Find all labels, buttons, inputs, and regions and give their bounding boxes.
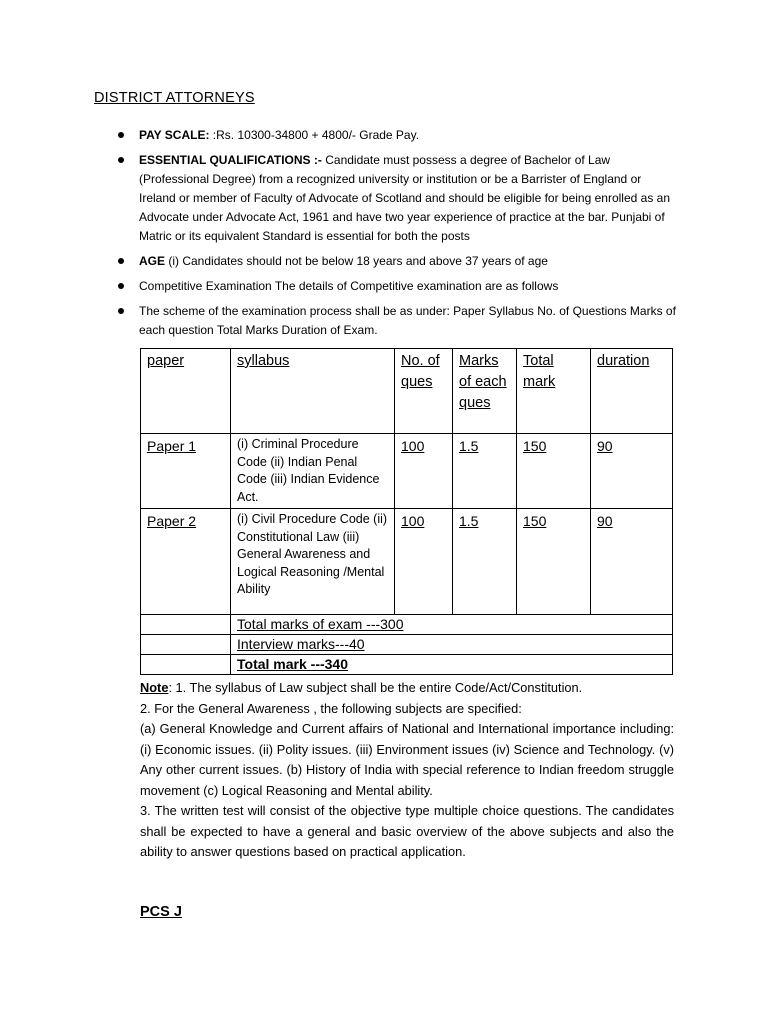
bullet-scheme (118, 302, 678, 340)
bullet-label: PAY SCALE: (139, 128, 210, 142)
cell-questions: 100 (395, 434, 453, 509)
bullet-text: Competitive Examination The details of Competitive examination are as follows (139, 279, 559, 293)
bullet-list (118, 126, 678, 346)
header-total-mark: Total mark (517, 349, 591, 434)
note-2: 2. For the General Awareness , the following subjects are specified: (140, 700, 522, 716)
bullet-dot-icon (118, 157, 124, 163)
bullet-text: The scheme of the examination process shall be as under: Paper Syllabus No. of Questions Marks of each question Total Marks Duration of Exam. (139, 304, 676, 337)
note-2a: (a) General Knowledge and Current affairs of National and International importance including: (i) Economic issues. (ii) Polity issues. (iii) Environment issues (iv) Science and Technology. (v) Any other current issues. (b) History of India with special reference to Indian freedom struggle movement (c) Logical Reasoning and Mental ability. (140, 721, 674, 798)
bullet-competitive-exam (118, 277, 678, 296)
cell-total: 150 (517, 509, 591, 615)
summary-row (141, 615, 673, 635)
cell-total: 150 (517, 434, 591, 509)
notes-section (140, 678, 674, 863)
page-title: DISTRICT ATTORNEYS (94, 90, 255, 106)
cell-questions: 100 (395, 509, 453, 615)
bullet-dot-icon (118, 258, 124, 264)
table-row (141, 434, 673, 509)
note-label: Note (140, 680, 169, 695)
bullet-text: :Rs. 10300-34800 + 4800/- Grade Pay. (209, 128, 420, 142)
summary-row (141, 635, 673, 655)
empty-cell (141, 635, 231, 655)
header-syllabus: syllabus (231, 349, 395, 434)
cell-duration: 90 (591, 434, 673, 509)
bullet-dot-icon (118, 132, 124, 138)
header-questions: No. of ques (395, 349, 453, 434)
note-1 (140, 678, 674, 699)
note-3: 3. The written test will consist of the objective type multiple choice questions. The candidates shall be expected to have a general and basic overview of the above subjects and also the ability to answer questions based on practical application. (140, 803, 674, 859)
exam-total-marks: Total marks of exam ---300 (231, 615, 673, 635)
bullet-label: AGE (139, 254, 166, 268)
cell-marks-each: 1.5 (453, 509, 517, 615)
bullet-text: Candidate must possess a degree of Bachelor of Law (Professional Degree) from a recognized university or institution or be a Barrister of England or Ireland or member of Faculty of Advocate of Scotland and should be eligible for being enrolled as an Advocate under Advocate Act, 1961 and have two year experience of practice at the bar. Punjabi of Matric or its equivalent Standard is essential for both the posts (139, 153, 670, 243)
bullet-text: (i) Candidates should not be below 18 years and above 37 years of age (165, 254, 548, 268)
exam-scheme-table (140, 348, 673, 675)
cell-paper: Paper 2 (141, 509, 231, 615)
bullet-dot-icon (118, 308, 124, 314)
bullet-age (118, 252, 678, 271)
bullet-qualifications (118, 151, 678, 246)
summary-row (141, 655, 673, 675)
bullet-label: ESSENTIAL QUALIFICATIONS :- (139, 153, 322, 167)
section-heading-pcs-j: PCS J (140, 904, 182, 920)
grand-total-marks: Total mark ---340 (231, 655, 673, 675)
empty-cell (141, 615, 231, 635)
bullet-dot-icon (118, 283, 124, 289)
cell-paper: Paper 1 (141, 434, 231, 509)
bullet-pay-scale (118, 126, 678, 145)
empty-cell (141, 655, 231, 675)
header-marks-each: Marks of each ques (453, 349, 517, 434)
table-header-row (141, 349, 673, 434)
cell-syllabus: (i) Criminal Procedure Code (ii) Indian Penal Code (iii) Indian Evidence Act. (231, 434, 395, 509)
note-1-text: : 1. The syllabus of Law subject shall be the entire Code/Act/Constitution. (168, 680, 583, 695)
cell-duration: 90 (591, 509, 673, 615)
header-duration: duration (591, 349, 673, 434)
header-paper: paper (141, 349, 231, 434)
cell-marks-each: 1.5 (453, 434, 517, 509)
cell-syllabus: (i) Civil Procedure Code (ii) Constitutional Law (iii) General Awareness and Logical Reasoning /Mental Ability (231, 509, 395, 615)
interview-marks: Interview marks---40 (231, 635, 673, 655)
table-row (141, 509, 673, 615)
